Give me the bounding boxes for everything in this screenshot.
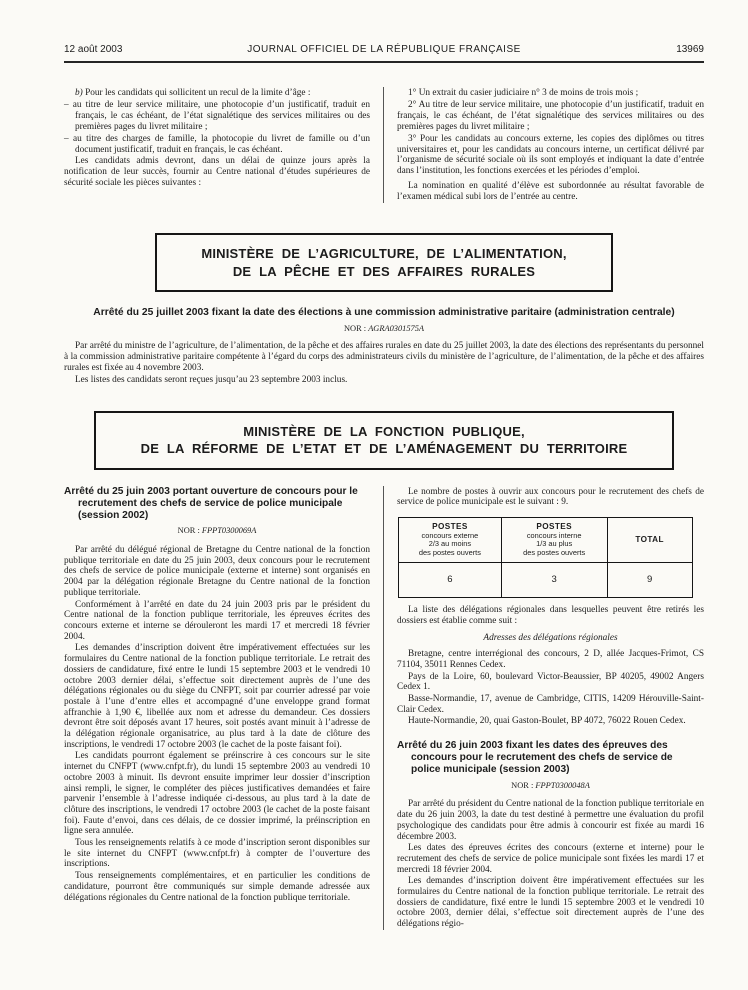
posts-table: [398, 517, 693, 598]
nor-label: NOR :: [177, 526, 200, 536]
delegations-intro-paragraph: La liste des délégations régionales dans lesquelles peuvent être retirés les dossiers est établie comme suit :: [397, 605, 704, 626]
header-subline: 2/3 au moins: [428, 539, 472, 549]
prelim-bullet: – au titre des charges de famille, la photocopie du livret de famille ou d’un document justificatif, traduit en français, le cas échéant.: [64, 133, 370, 155]
posts-table-value-row: [399, 563, 693, 598]
prelim-numbered-item: 3° Pour les candidats au concours externe, les copies des diplômes ou titres universitaires et, pour les candidats au concours interne, un certificat délivré par l’organisme de sécurité sociale où ils sont employés et indiquant la date d’entrée dans l’institution, les fonctions exercées et les périodes d’emploi.: [397, 133, 704, 177]
posts-table-header-row: [399, 518, 693, 563]
value-cell-interne: 3: [501, 563, 607, 598]
header-title: TOTAL: [635, 535, 664, 545]
body-paragraph: Par arrêté du président du Centre national de la fonction publique territoriale en date du 26 juin 2003, la date du test destiné à permettre une évaluation du profil psychologique des candidats pour être admis à concourir est fixée au mardi 16 décembre 2003.: [397, 799, 704, 842]
ministry-agriculture-line1: MINISTÈRE DE L’AGRICULTURE, DE L’ALIMENTATION,: [201, 246, 567, 262]
header-cell-total: [607, 518, 692, 563]
header-cell-concours-externe: [399, 518, 502, 563]
ministry-fonction-publique-box: [94, 411, 674, 470]
page-number: 13969: [676, 44, 704, 55]
nor-code: AGRA0301575A: [368, 323, 425, 333]
body-paragraph: Les demandes d’inscription doivent être impérativement effectuées sur les formulaires du Centre national de la fonction publique territoriale. Le retrait des dossiers de candidature, fixé entre le lundi 15 septembre 2003 et le vendredi 10 octobre 2003, dernier délai, s’effectue soit directement auprès de l’une des délégations régio-: [397, 876, 704, 930]
main-left-column: [64, 486, 383, 930]
main-right-column: [383, 486, 704, 930]
address-item: Bretagne, centre interrégional des concours, 2 D, allée Jacques-Frimot, CS 71104, 35011 Rennes Cedex.: [397, 649, 704, 670]
body-paragraph: Les candidats pourront également se préinscrire à ces concours sur le site internet du CNFPT (www.cnfpt.fr), du lundi 15 septembre 2003 au vendredi 10 octobre 2003 à minuit. Ils devront ensuite imprimer leur dossier d’inscription ainsi rempli, le signer, le compléter des pièces justificatives demandées et faire parvenir l’ensemble à l’adresse indiquée ci-dessous, au plus tard à la date de clôture des inscriptions, le vendredi 17 octobre 2003 (le cachet de la poste faisant foi). Faute d’envoi, dans ces délais, de ce dossier imprimé, la préinscription en ligne sera annulée.: [64, 751, 370, 837]
article-elections-body: [64, 341, 704, 387]
header-subline: des postes ouverts: [523, 548, 586, 558]
prelim-numbered-item: 1° Un extrait du casier judiciaire n° 3 de moins de trois mois ;: [408, 88, 639, 98]
nor-code: FPPT0300069A: [201, 526, 257, 536]
article-elections: [64, 307, 704, 387]
journal-title: JOURNAL OFFICIEL DE LA RÉPUBLIQUE FRANÇAISE: [247, 44, 521, 55]
prelim-lead-text: Pour les candidats qui sollicitent un recul de la limite d’âge :: [82, 88, 311, 98]
article-ouverture-title: Arrêté du 25 juin 2003 portant ouverture de concours pour le recrutement des chefs de service de police municipale (session 2002): [64, 485, 358, 522]
prelim-right-column: [383, 87, 704, 203]
address-item: Pays de la Loire, 60, boulevard Victor-Beaussier, BP 40205, 49002 Angers Cedex 1.: [397, 671, 704, 693]
header-subline: concours interne: [526, 530, 582, 540]
prelim-lead-letter: b): [75, 88, 83, 98]
body-paragraph: Les dates des épreuves écrites des concours (externe et interne) pour le recrutement des chefs de service de police municipale sont fixées les mardi 17 et mercredi 18 février 2004.: [397, 843, 704, 875]
value-cell-total: 9: [607, 563, 692, 598]
masthead: [64, 44, 704, 63]
prelim-bullet: – au titre de leur service militaire, une photocopie d’un justificatif, traduit en français, le cas échéant, de l’état signalétique des services militaires ou des premières pages du livret militaire ;: [64, 99, 370, 132]
article-elections-nor: [64, 324, 704, 333]
main-section: [64, 486, 704, 930]
prelim-section: [64, 87, 704, 203]
prelim-numbered-item: 2° Au titre de leur service militaire, une photocopie d’un justificatif, traduit en français, le cas échéant, de l’état signalétique des services militaires ou des premières pages du livret militaire ;: [397, 99, 704, 132]
header-subline: des postes ouverts: [418, 548, 481, 558]
article-elections-title: Arrêté du 25 juillet 2003 fixant la date des élections à une commission administrative paritaire (administration centrale): [93, 307, 675, 319]
prelim-lead-paragraph: [64, 88, 370, 99]
nor-label: NOR :: [511, 780, 534, 790]
nor-label: NOR :: [343, 323, 367, 333]
address-item: Haute-Normandie, 20, quai Gaston-Boulet, BP 4072, 76022 Rouen Cedex.: [408, 716, 686, 727]
ministry-fonction-publique-line1: MINISTÈRE DE LA FONCTION PUBLIQUE,: [243, 423, 525, 439]
posts-intro-paragraph: Le nombre de postes à ouvrir aux concours pour le recrutement des chefs de service de police municipale est le suivant : 9.: [397, 486, 704, 508]
prelim-closing-paragraph: Les candidats admis devront, dans un délai de quinze jours après la notification de leur succès, fournir au Centre national d’études supérieures de sécurité sociale les pièces suivantes :: [64, 156, 370, 189]
article-ouverture-nor: [64, 526, 370, 537]
address-item: Basse-Normandie, 17, avenue de Cambridge, CITIS, 14209 Hérouville-Saint-Clair Cedex.: [397, 693, 704, 715]
header-subline: 1/3 au plus: [536, 539, 573, 549]
article-dates-title: Arrêté du 26 juin 2003 fixant les dates des épreuves des concours pour le recrutement des chefs de service de police municipale (session 2003): [397, 740, 673, 776]
prelim-left-column: [64, 87, 383, 203]
article-dates: [397, 740, 704, 930]
ministry-agriculture-line2: DE LA PÊCHE ET DES AFFAIRES RURALES: [232, 263, 536, 279]
article-dates-nor: [397, 781, 704, 792]
prelim-closing-paragraph: La nomination en qualité d’élève est subordonnée au résultat favorable de l’examen médical subi lors de l’entrée au centre.: [397, 181, 704, 203]
header-title: POSTES: [536, 522, 572, 532]
body-paragraph: Les demandes d’inscription doivent être impérativement effectuées sur les formulaires du Centre national de la fonction publique territoriale. Le retrait des dossiers de candidature, fixé entre le lundi 15 septembre 2003 et le vendredi 10 octobre 2003 dernier délai, s’effectue soit directement auprès de l’une des délégations régionales ou du siège du CNFPT, soit par courrier adressé par voie postale à l’une d’entre elles et accompagné d’une enveloppe grand format affranchie à 1,90 €, libellée aux nom et adresse du demandeur. Ces dossiers devront être soit déposés avant 17 heures, soit postés avant minuit à l’adresse de la délégation régionale organisatrice, au plus tard à la date de clôture des inscriptions, le vendredi 17 octobre 2003 (le cachet de la poste faisant foi).: [64, 643, 370, 750]
body-paragraph: Conformément à l’arrêté en date du 24 juin 2003 pris par le président du Centre national de la fonction publique territoriale, les épreuves écrites des concours externe et interne se dérouleront les mardi 17 et mercredi 18 février 2004.: [64, 599, 370, 642]
body-paragraph: Les listes des candidats seront reçues jusqu’au 23 septembre 2003 inclus.: [75, 375, 348, 386]
body-paragraph: Par arrêté du ministre de l’agriculture, de l’alimentation, de la pêche et des affaires rurales en date du 25 juillet 2003, la date des élections des représentants du personnel à la commission administrative paritaire compétente à l’égard du corps des administrateurs civils du ministère de l’agriculture, de l’alimentation, de la pêche et des affaires rurales est fixée au 4 novembre 2003.: [64, 340, 704, 374]
ministry-agriculture-box: [155, 233, 613, 292]
ministry-fonction-publique-line2: DE LA RÉFORME DE L’ETAT ET DE L’AMÉNAGEMENT DU TERRITOIRE: [140, 441, 628, 457]
value-cell-externe: 6: [399, 563, 502, 598]
header-title: POSTES: [432, 522, 468, 532]
body-paragraph: Tous renseignements complémentaires, et en particulier les conditions de candidature, pourront être communiqués sur simple demande adressée aux délégations régionales du Centre national de la fonction publique territoriale.: [64, 871, 370, 903]
header-subline: concours externe: [421, 530, 479, 540]
header-cell-concours-interne: [501, 518, 607, 563]
body-paragraph: Tous les renseignements relatifs à ce mode d’inscription seront disponibles sur le site internet du CNFPT (www.cnfpt.fr) à compter de l’ouverture des inscriptions.: [64, 838, 370, 870]
issue-date: 12 août 2003: [64, 44, 123, 55]
nor-code: FPPT0300048A: [535, 780, 590, 790]
addresses-heading: Adresses des délégations régionales: [483, 633, 618, 644]
body-paragraph: Par arrêté du délégué régional de Bretagne du Centre national de la fonction publique territoriale en date du 25 juin 2003, deux concours pour le recrutement des chefs de service de police municipale (externe et interne) sont organisés en 2004 par la délégation régionale Bretagne du Centre national de la fonction publique territoriale.: [64, 545, 370, 598]
